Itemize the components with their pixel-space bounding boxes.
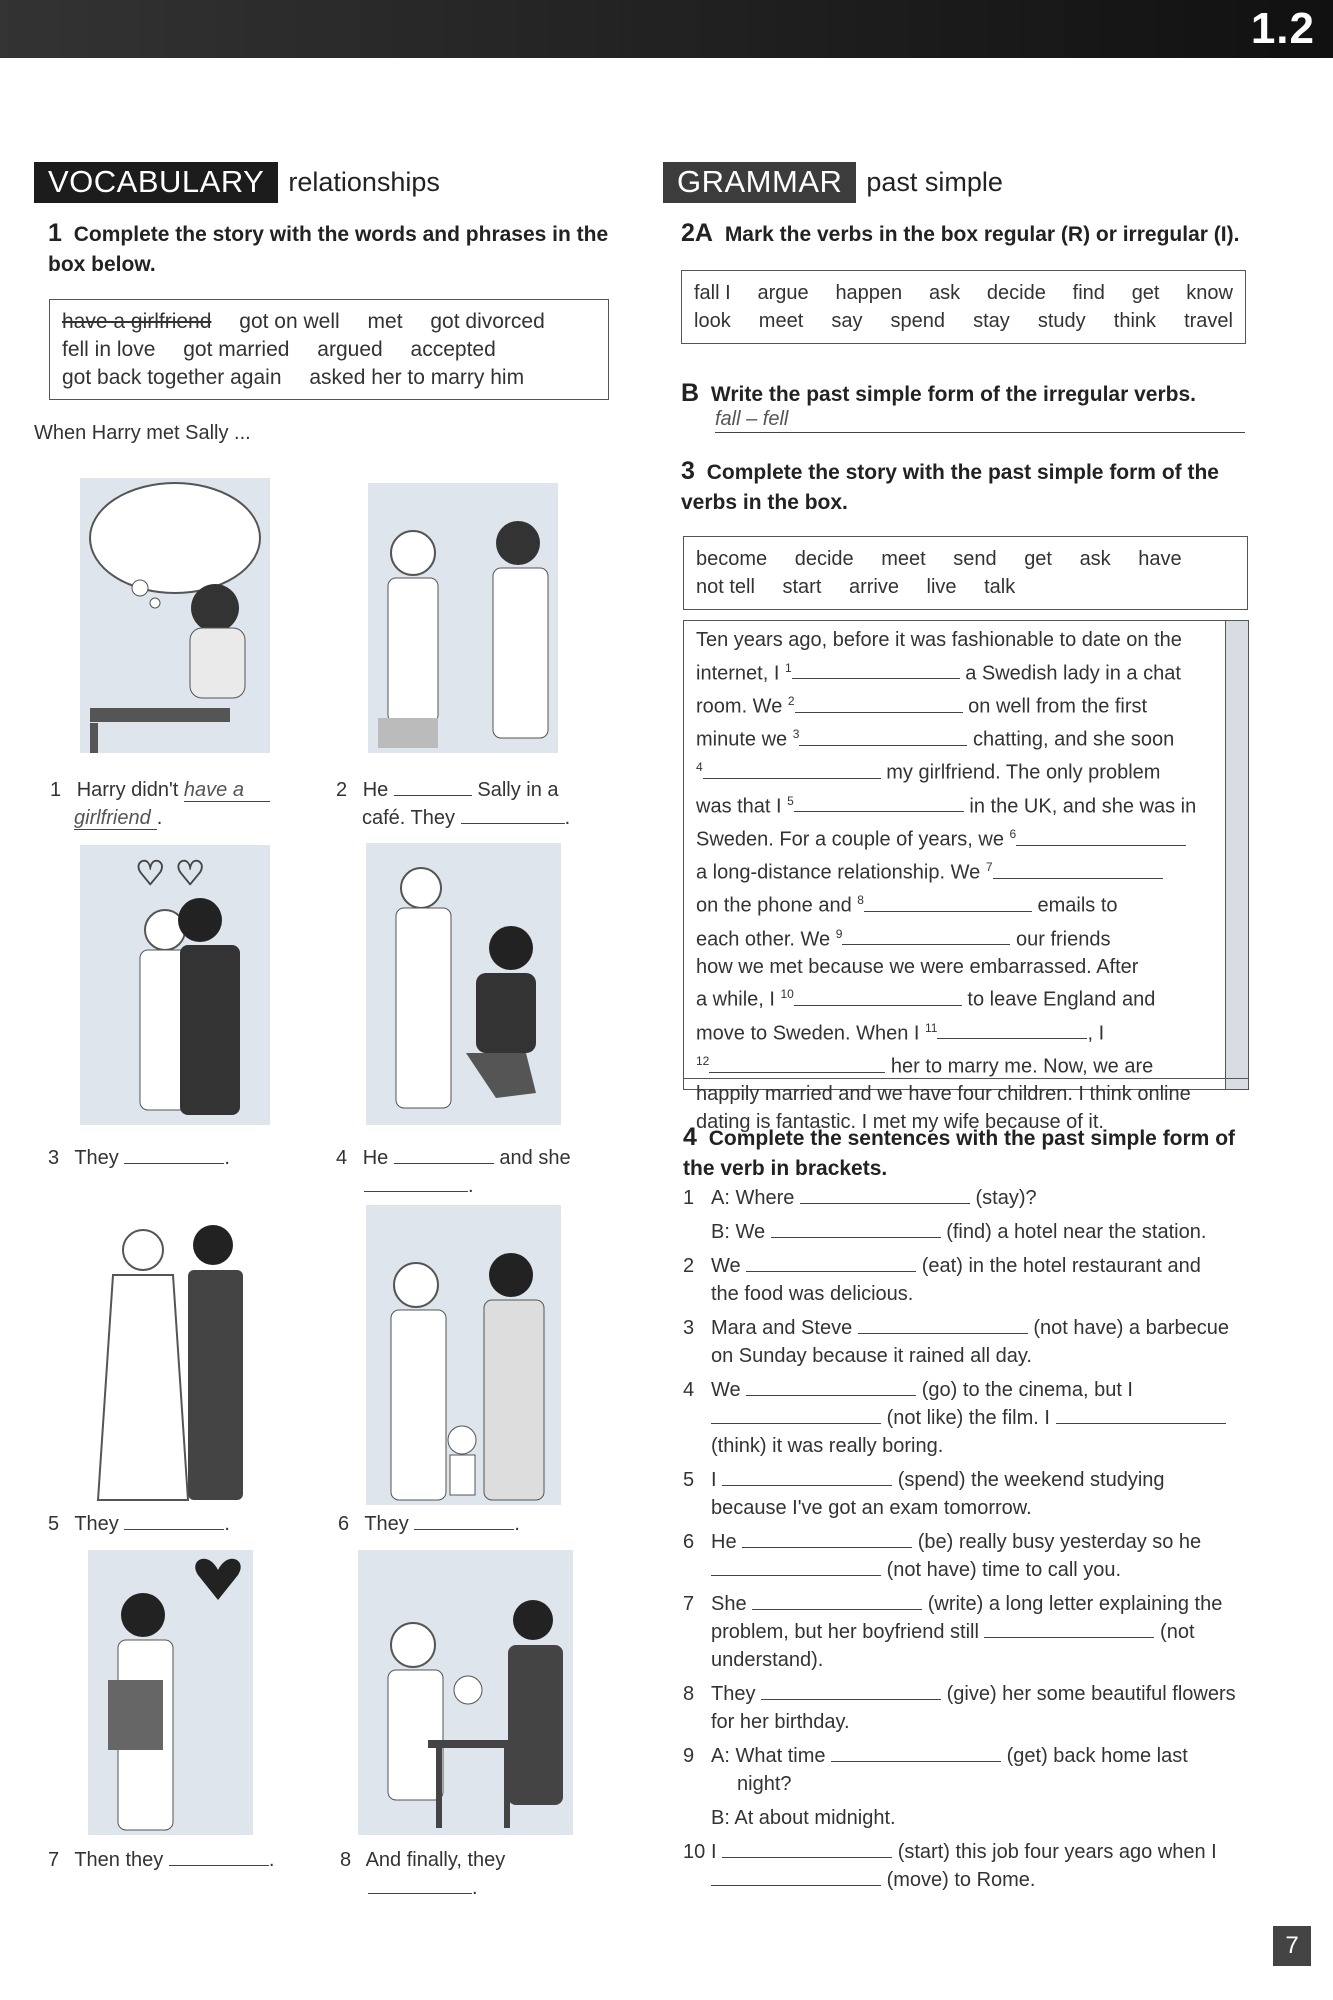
answer-blank[interactable] <box>831 1743 1001 1762</box>
item-number: 8 <box>340 1849 352 1871</box>
answer-blank[interactable] <box>394 777 472 796</box>
item-number: 8 <box>683 1683 695 1705</box>
exercise-4-list <box>683 1184 1253 1900</box>
item-text: (move) to Rome. <box>886 1869 1036 1891</box>
caption-5: 5 They . <box>48 1513 230 1535</box>
item-text: We <box>711 1255 741 1277</box>
story-intro: When Harry met Sally ... <box>34 422 251 444</box>
grammar-label: GRAMMAR <box>663 162 856 203</box>
word-item: arrive <box>848 576 899 598</box>
item-text: (get) back home last <box>1006 1745 1188 1767</box>
instruction-text: Mark the verbs in the box regular (R) or irregular (I). <box>724 223 1240 246</box>
story-text: , I <box>1087 1022 1105 1045</box>
answer-example: girlfriend <box>74 807 157 830</box>
picture-6-illustration <box>366 1205 561 1505</box>
answer-blank[interactable] <box>761 1681 941 1700</box>
grammar-topic: past simple <box>866 167 1003 197</box>
item-text: for her birthday. <box>711 1711 850 1733</box>
item-text: night? <box>737 1773 792 1795</box>
story-text: our friends <box>1015 928 1111 951</box>
word-item: have a girlfriend <box>62 310 212 333</box>
exercise-item-10 <box>683 1838 1253 1894</box>
item-text: Mara and Steve <box>711 1317 853 1339</box>
item-text: B: At about midnight. <box>711 1807 896 1829</box>
item-text: problem, but her boyfriend still <box>711 1621 979 1643</box>
answer-blank[interactable] <box>1056 1405 1226 1424</box>
answer-blank[interactable] <box>722 1467 892 1486</box>
answer-blank-6[interactable] <box>1016 827 1186 846</box>
story-text: a while, I <box>696 989 775 1012</box>
word-item: start <box>782 576 822 598</box>
item-text: A: What time <box>711 1745 826 1767</box>
caption-text: café. They <box>362 807 456 829</box>
answer-blank[interactable] <box>124 1511 224 1530</box>
word-item: fall I <box>694 282 731 304</box>
item-text: because I've got an exam tomorrow. <box>711 1497 1032 1519</box>
word-item: get <box>1131 282 1160 304</box>
word-item: argued <box>317 338 383 361</box>
word-item: think <box>1113 310 1157 332</box>
item-number: 1 <box>50 779 62 801</box>
answer-blank[interactable] <box>711 1557 881 1576</box>
answer-blank-1[interactable] <box>792 660 960 679</box>
exercise-item-2 <box>683 1252 1253 1308</box>
page-number: 7 <box>1273 1926 1311 1966</box>
word-item: look <box>694 310 731 332</box>
answer-blank[interactable] <box>414 1511 514 1530</box>
caption-text: And finally, they <box>365 1849 506 1871</box>
story-text: chatting, and she soon <box>972 728 1175 751</box>
story-line: how we met because we were embarrassed. After <box>696 955 1139 978</box>
story-text: her to marry me. Now, we are <box>890 1055 1154 1078</box>
story-text: move to Sweden. When I <box>696 1022 920 1045</box>
item-text: (go) to the cinema, but I <box>921 1379 1133 1401</box>
item-text: A: Where <box>711 1187 795 1209</box>
word-item: stay <box>973 310 1010 332</box>
answer-blank[interactable] <box>984 1619 1154 1638</box>
exercise-number: 1 <box>48 219 62 247</box>
story-text: on well from the first <box>968 695 1148 718</box>
caption-text: They <box>74 1147 119 1169</box>
item-number: 6 <box>338 1513 350 1535</box>
word-item: got back together again <box>62 366 282 389</box>
word-item: meet <box>881 548 926 570</box>
word-item: find <box>1072 282 1105 304</box>
caption-8: 8 And finally, they . <box>340 1849 506 1899</box>
top-banner <box>0 0 1333 58</box>
answer-blank[interactable] <box>752 1591 922 1610</box>
item-number: 4 <box>336 1147 348 1169</box>
story-text: room. We <box>696 695 783 718</box>
item-text: (not have) a barbecue <box>1033 1317 1230 1339</box>
exercise-2a-instruction <box>681 218 1261 250</box>
item-text: (think) it was really boring. <box>711 1435 944 1457</box>
item-text: the food was delicious. <box>711 1283 914 1305</box>
answer-blank-12[interactable] <box>709 1054 885 1073</box>
item-text: B: We <box>711 1221 766 1243</box>
picture-5-illustration <box>88 1220 268 1510</box>
word-item: fell in love <box>62 338 156 361</box>
exercise-item-3 <box>683 1314 1253 1370</box>
answer-blank-11[interactable] <box>937 1020 1087 1039</box>
story-line: internet, I $^1$ a Swedish lady in a chat <box>696 660 1181 685</box>
word-item: not tell <box>696 576 755 598</box>
answer-blank[interactable] <box>461 805 565 824</box>
story-text-box <box>683 620 1249 1133</box>
story-text: emails to <box>1037 895 1118 917</box>
item-number: 2 <box>683 1255 695 1277</box>
story-line: room. We $^2$ on well from the first <box>696 693 1148 718</box>
answer-blank-3[interactable] <box>799 727 967 746</box>
answer-blank[interactable] <box>394 1145 494 1164</box>
word-item: live <box>926 576 957 598</box>
caption-7: 7 Then they . <box>48 1849 275 1871</box>
word-item: got married <box>183 338 290 361</box>
story-text: my girlfriend. The only problem <box>886 762 1161 784</box>
story-line: $^4$ my girlfriend. The only problem <box>696 760 1161 784</box>
exercise-item-9a <box>683 1742 1253 1798</box>
item-number: 3 <box>683 1317 695 1339</box>
answer-blank[interactable] <box>124 1145 224 1164</box>
answer-blank[interactable] <box>742 1529 912 1548</box>
exercise-number: 3 <box>681 457 695 485</box>
exercise-2b-answer-line[interactable] <box>715 408 1245 433</box>
word-item: spend <box>890 310 946 332</box>
item-number: 4 <box>683 1379 695 1401</box>
item-text: (not have) time to call you. <box>886 1559 1122 1581</box>
word-item: talk <box>984 576 1016 598</box>
story-line: happily married and we have four children. I think online <box>696 1083 1191 1106</box>
story-line: was that I $^5$ in the UK, and she was in <box>696 793 1197 818</box>
word-item: met <box>367 310 403 333</box>
answer-blank[interactable] <box>722 1839 892 1858</box>
answer-blank[interactable] <box>771 1219 941 1238</box>
item-text: He <box>711 1531 737 1553</box>
item-text: (not like) the film. I <box>886 1407 1050 1429</box>
answer-blank-9[interactable] <box>842 926 1010 945</box>
exercise-number: 4 <box>683 1123 697 1151</box>
picture-4-illustration <box>366 843 561 1125</box>
word-item: become <box>696 548 768 570</box>
word-item: get <box>1024 548 1052 570</box>
instruction-text: Complete the story with the words and phrases in the box below. <box>48 223 609 276</box>
word-box-story-verbs <box>683 536 1248 610</box>
story-line: Ten years ago, before it was fashionable to date on the <box>696 629 1182 651</box>
story-bottom-rule <box>684 1078 1248 1079</box>
story-text: each other. We <box>696 928 831 951</box>
word-item: meet <box>758 310 804 332</box>
word-item: asked her to marry him <box>309 366 525 389</box>
exercise-item-8 <box>683 1680 1253 1736</box>
caption-text: They <box>364 1513 409 1535</box>
vocabulary-topic: relationships <box>288 167 440 197</box>
word-item: happen <box>835 282 903 304</box>
answer-blank[interactable] <box>711 1405 881 1424</box>
item-number: 7 <box>683 1593 695 1615</box>
item-text: (eat) in the hotel restaurant and <box>921 1255 1201 1277</box>
svg-text:♡ ♡: ♡ ♡ <box>135 855 206 893</box>
word-box-verbs <box>681 270 1246 344</box>
exercise-item-1b <box>683 1218 1253 1246</box>
story-text: on the phone and <box>696 895 852 917</box>
story-line: minute we $^3$ chatting, and she soon <box>696 727 1175 751</box>
answer-blank[interactable] <box>364 1173 468 1192</box>
story-line: $^{12}$ her to marry me. Now, we are <box>696 1053 1154 1078</box>
grammar-heading <box>663 162 1003 203</box>
exercise-item-1a <box>683 1184 1253 1212</box>
item-number: 9 <box>683 1745 695 1767</box>
exercise-number: B <box>681 379 700 407</box>
item-number: 5 <box>48 1513 60 1535</box>
story-text: was that I <box>696 795 782 818</box>
answer-blank[interactable] <box>800 1185 970 1204</box>
item-text: (give) her some beautiful flowers <box>946 1683 1236 1705</box>
caption-text: Then they <box>74 1849 164 1871</box>
caption-text: and she <box>499 1147 571 1169</box>
answer-blank-8[interactable] <box>864 893 1032 912</box>
word-item: got on well <box>239 310 340 333</box>
item-text: on Sunday because it rained all day. <box>711 1345 1032 1367</box>
instruction-text: Write the past simple form of the irregular verbs. <box>710 383 1196 406</box>
item-text: understand). <box>711 1649 824 1671</box>
exercise-item-4 <box>683 1376 1253 1460</box>
word-item: argue <box>757 282 809 304</box>
exercise-4-instruction <box>683 1122 1253 1184</box>
answer-blank[interactable] <box>711 1867 881 1886</box>
item-number: 7 <box>48 1849 60 1871</box>
item-text: (be) really busy yesterday so he <box>917 1531 1202 1553</box>
caption-1: 1 Harry didn't have a girlfriend . <box>50 776 310 832</box>
word-item: know <box>1186 282 1233 304</box>
answer-blank-5[interactable] <box>794 793 964 812</box>
story-line: Sweden. For a couple of years, we $^6$ <box>696 821 1222 854</box>
caption-6: 6 They . <box>338 1513 520 1535</box>
story-line: each other. We $^9$ our friends <box>696 926 1111 951</box>
caption-text: He <box>362 1147 389 1169</box>
item-number: 6 <box>683 1531 695 1553</box>
exercise-item-9b <box>683 1804 1253 1832</box>
word-item: accepted <box>410 338 496 361</box>
item-text: (write) a long letter explaining the <box>927 1593 1223 1615</box>
answer-example: have a <box>184 779 270 802</box>
item-text: They <box>711 1683 756 1705</box>
caption-2: 2 He Sally in a café. They . <box>336 779 571 829</box>
story-text: a Swedish lady in a chat <box>965 662 1181 685</box>
item-text: (find) a hotel near the station. <box>946 1221 1207 1243</box>
item-text: We <box>711 1379 741 1401</box>
exercise-number: 2A <box>681 219 713 247</box>
story-line: on the phone and $^8$ emails to <box>696 893 1118 917</box>
answer-blank-10[interactable] <box>794 987 962 1006</box>
word-item: send <box>953 548 997 570</box>
word-item: ask <box>1079 548 1111 570</box>
answer-blank-7[interactable] <box>993 860 1163 879</box>
exercise-item-5 <box>683 1466 1253 1522</box>
caption-text: Sally in a <box>477 779 559 801</box>
story-text: a long-distance relationship. We <box>696 861 981 884</box>
word-item: decide <box>986 282 1046 304</box>
item-text: I <box>711 1841 717 1863</box>
word-item: say <box>831 310 863 332</box>
story-text: in the UK, and she was in <box>969 795 1197 818</box>
exercise-3-instruction <box>681 456 1251 518</box>
item-text: I <box>711 1469 717 1491</box>
exercise-item-6 <box>683 1528 1253 1584</box>
instruction-text: Complete the story with the past simple form of the verbs in the box. <box>681 461 1219 514</box>
picture-7-illustration <box>88 1550 253 1835</box>
word-box-vocabulary <box>49 299 609 400</box>
item-text: (spend) the weekend studying <box>897 1469 1165 1491</box>
item-number: 2 <box>336 779 348 801</box>
item-text: (start) this job four years ago when I <box>897 1841 1217 1863</box>
story-line: a long-distance relationship. We $^7$ <box>696 854 1222 887</box>
picture-3-illustration <box>80 845 270 1125</box>
story-text: internet, I <box>696 662 780 685</box>
item-number: 1 <box>683 1187 695 1209</box>
answer-example: fall – fell <box>715 408 789 430</box>
answer-blank-4[interactable] <box>703 760 881 779</box>
vocabulary-heading <box>34 162 440 203</box>
caption-text: He <box>362 779 389 801</box>
word-item: got divorced <box>430 310 545 333</box>
caption-text: Harry didn't <box>76 779 179 801</box>
answer-blank[interactable] <box>746 1377 916 1396</box>
caption-3: 3 They . <box>48 1147 230 1169</box>
story-line: move to Sweden. When I $^{11}$ , I <box>696 1020 1105 1045</box>
exercise-1-instruction <box>48 218 618 280</box>
story-side-bar <box>1225 621 1248 1089</box>
answer-blank-2[interactable] <box>795 694 963 713</box>
item-number: 5 <box>683 1469 695 1491</box>
item-text: (not <box>1160 1621 1195 1643</box>
answer-blank[interactable] <box>368 1875 472 1894</box>
word-item: travel <box>1184 310 1233 332</box>
story-text: minute we <box>696 728 788 751</box>
word-item: ask <box>928 282 961 304</box>
word-item: study <box>1037 310 1086 332</box>
vocabulary-label: VOCABULARY <box>34 162 278 203</box>
caption-4: 4 He and she . <box>336 1147 571 1197</box>
exercise-2b-instruction <box>681 378 1261 410</box>
item-number: 10 <box>683 1841 706 1863</box>
unit-number: 1.2 <box>1250 4 1315 53</box>
story-text: Sweden. For a couple of years, we <box>696 828 1004 851</box>
item-text: She <box>711 1593 747 1615</box>
instruction-text: Complete the sentences with the past simple form of the verb in brackets. <box>683 1127 1236 1180</box>
item-text: (stay)? <box>975 1187 1037 1209</box>
answer-blank[interactable] <box>746 1253 916 1272</box>
story-line: a while, I $^{10}$ to leave England and <box>696 987 1156 1012</box>
picture-8-illustration <box>358 1550 573 1835</box>
story-line: dating is fantastic. I met my wife because of it. <box>696 1110 1104 1133</box>
answer-blank[interactable] <box>169 1847 269 1866</box>
picture-1-illustration <box>80 478 270 753</box>
word-item: decide <box>794 548 854 570</box>
caption-text: They <box>74 1513 119 1535</box>
answer-blank[interactable] <box>858 1315 1028 1334</box>
picture-2-illustration <box>368 483 558 753</box>
word-item: have <box>1138 548 1182 570</box>
item-number: 3 <box>48 1147 60 1169</box>
exercise-item-7 <box>683 1590 1253 1674</box>
story-text: to leave England and <box>967 989 1156 1012</box>
